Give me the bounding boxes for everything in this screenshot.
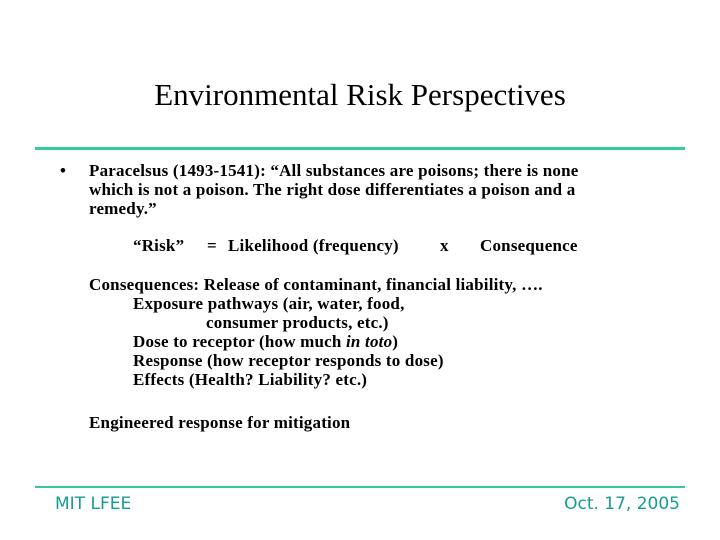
effects-line: Effects (Health? Liability? etc.) bbox=[133, 370, 368, 389]
engineered-response: Engineered response for mitigation bbox=[89, 413, 351, 432]
equation-times: x bbox=[440, 236, 449, 255]
dose-suffix: ) bbox=[392, 332, 399, 351]
quote-line-1: Paracelsus (1493-1541): “All substances are poisons; there is none bbox=[89, 161, 579, 180]
dose-prefix: Dose to receptor (how much bbox=[133, 332, 346, 351]
exposure-line-2: consumer products, etc.) bbox=[206, 313, 389, 332]
response-line: Response (how receptor responds to dose) bbox=[133, 351, 444, 370]
title-divider bbox=[35, 147, 685, 150]
consequences-heading: Consequences: Release of contaminant, financial liability, …. bbox=[89, 275, 543, 294]
quote-line-3: remedy.” bbox=[89, 199, 157, 218]
bullet-marker: • bbox=[60, 161, 66, 180]
slide-title: Environmental Risk Perspectives bbox=[154, 77, 566, 112]
equation-consequence: Consequence bbox=[480, 236, 578, 255]
dose-italic: in toto bbox=[346, 332, 393, 351]
equation-lhs: “Risk” bbox=[133, 236, 185, 255]
quote-line-2: which is not a poison. The right dose differentiates a poison and a bbox=[89, 180, 576, 199]
footer-divider bbox=[35, 486, 685, 488]
footer-org: MIT LFEE bbox=[55, 494, 132, 514]
dose-line bbox=[133, 332, 398, 351]
exposure-line-1: Exposure pathways (air, water, food, bbox=[133, 294, 405, 313]
footer-date: Oct. 17, 2005 bbox=[564, 494, 680, 514]
equation-equals: = bbox=[207, 236, 217, 255]
equation-likelihood: Likelihood (frequency) bbox=[228, 236, 399, 255]
